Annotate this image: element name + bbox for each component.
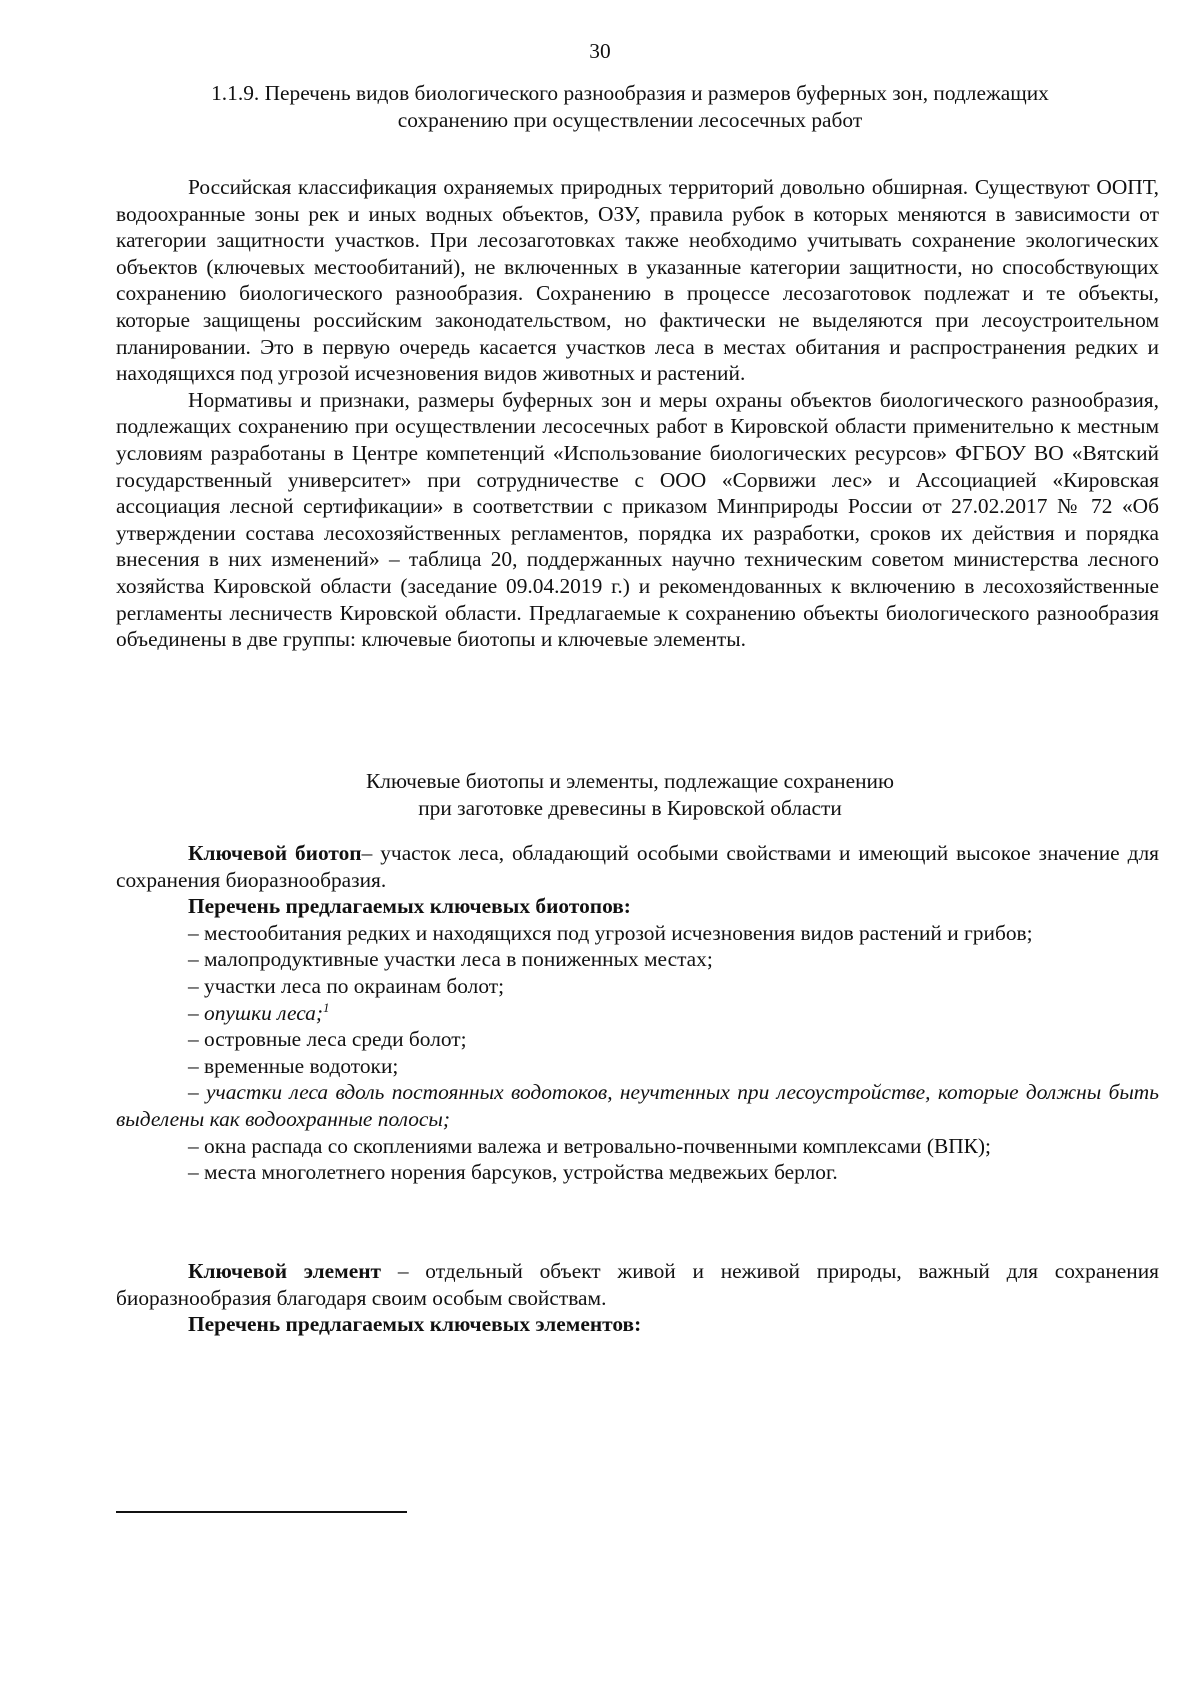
list-item-text: – опушки леса;: [188, 1000, 323, 1025]
key-element-section: [116, 1258, 1159, 1338]
key-biotope-definition: [116, 840, 1159, 893]
footnote-mark: 1: [322, 999, 330, 1015]
list-item: – участки леса вдоль постоянных водотоков, неучтенных при лесоустройстве, которые должны быть выделены как водоохранные полосы;: [116, 1080, 1159, 1131]
list-item: [116, 1000, 1159, 1027]
key-element-definition-text: – отдельный объект живой и неживой природы, важный для сохранения биоразнообразия благодаря своим особым свойствам.: [116, 1259, 1159, 1310]
list-item: – временные водотоки;: [188, 1053, 399, 1078]
subsection-heading-line: при заготовке древесины в Кировской области: [418, 795, 842, 820]
list-item: – места многолетнего норения барсуков, устройства медвежьих берлог.: [188, 1160, 838, 1185]
page-number: 30: [589, 39, 611, 63]
key-biotope-section: [116, 840, 1159, 1186]
subsection-heading-line: Ключевые биотопы и элементы, подлежащие сохранению: [366, 769, 894, 793]
list-item: – островные леса среди болот;: [188, 1027, 467, 1052]
section-heading-line: сохранению при осуществлении лесосечных работ: [397, 107, 863, 132]
key-biotope-definition-text: – участок леса, обладающий особыми свойствами и имеющий высокое значение для сохранения биоразнообразия.: [116, 841, 1159, 892]
key-element-term: Ключевой элемент: [188, 1259, 382, 1283]
section-heading-line: 1.1.9. Перечень видов биологического разнообразия и размеров буферных зон, подлежащих: [211, 81, 1049, 105]
intro-text: [116, 174, 1159, 653]
list-item: – окна распада со скоплениями валежа и ветровально-почвенными комплексами (ВПК);: [188, 1133, 992, 1158]
key-biotope-list-title: Перечень предлагаемых ключевых биотопов:: [188, 894, 631, 919]
list-item: – малопродуктивные участки леса в пониженных местах;: [188, 947, 713, 972]
footnote-separator: [116, 1511, 407, 1513]
paragraph: Российская классификация охраняемых природных территорий довольно обширная. Существуют ООПТ, водоохранные зоны рек и иных водных объектов, ОЗУ, правила рубок в которых меняются в зависимости от категории защитности участков. При лесозаготовках также необходимо учитывать сохранение экологических объектов (ключевых местообитаний), не включенных в указанные категории защитности, но способствующих сохранению биологического разнообразия. Сохранению в процессе лесозаготовок подлежат и те объекты, которые защищены российским законодательством, но фактически не выделяются при лесоустроительном планировании. Это в первую очередь касается участков леса в местах обитания и распространения редких и находящихся под угрозой исчезновения видов животных и растений.: [116, 175, 1159, 386]
subsection-heading: [150, 768, 1110, 821]
section-heading: [150, 80, 1110, 133]
key-biotope-term: Ключевой биотоп: [188, 841, 362, 865]
list-item: – участки леса по окраинам болот;: [188, 973, 505, 998]
key-element-list-title: Перечень предлагаемых ключевых элементов:: [188, 1312, 642, 1337]
key-element-definition: [116, 1258, 1159, 1311]
list-item: – местообитания редких и находящихся под угрозой исчезновения видов растений и грибов;: [188, 920, 1033, 945]
paragraph: Нормативы и признаки, размеры буферных зон и меры охраны объектов биологического разнообразия, подлежащих сохранению при осуществлении лесосечных работ в Кировской области применительно к местным условиям разработаны в Центре компетенций «Использование биологических ресурсов» ФГБОУ ВО «Вятский государственный университет» при сотрудничестве с ООО «Сорвижи лес» и Ассоциацией «Кировская ассоциация лесной сертификации» в соответствии с приказом Минприроды России от 27.02.2017 № 72 «Об утверждении состава лесохозяйственных регламентов, порядка их разработки, сроков их действия и порядка внесения в них изменений» – таблица 20, поддержанных научно техническим советом министерства лесного хозяйства Кировской области (заседание 09.04.2019 г.) и рекомендованных к включению в лесохозяйственные регламенты лесничеств Кировской области. Предлагаемые к сохранению объекты биологического разнообразия объединены в две группы: ключевые биотопы и ключевые элементы.: [116, 387, 1159, 652]
